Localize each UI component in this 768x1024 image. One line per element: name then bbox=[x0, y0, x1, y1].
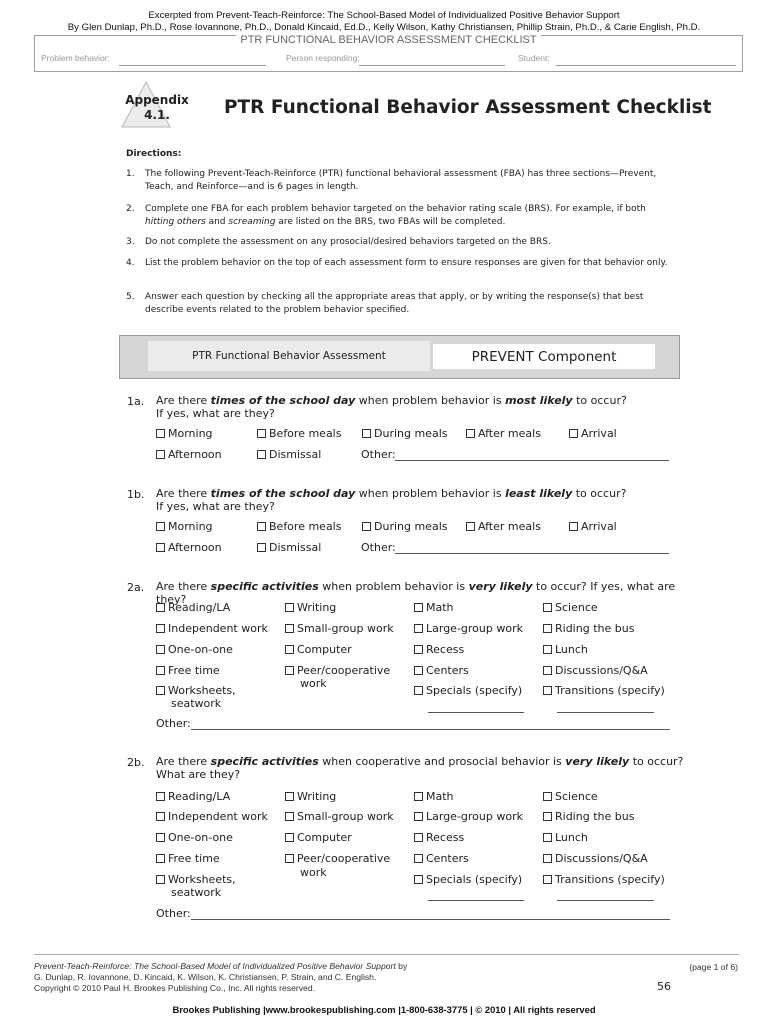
question-text: Are there times of the school day when problem behavior is most likely to occur? If yes, what are they? bbox=[156, 394, 627, 420]
checklist-header-box bbox=[34, 35, 743, 72]
checkbox-option[interactable]: Small-group work bbox=[285, 810, 394, 823]
checkbox-option[interactable]: Afternoon bbox=[156, 448, 222, 461]
checkbox-option[interactable]: Riding the bus bbox=[543, 810, 634, 823]
footer-authors: G. Dunlap, R. Iovannone, D. Kincaid, K. Wilson, K. Christiansen, P. Strain, and C. English. bbox=[34, 972, 377, 982]
other-label: Other: bbox=[361, 541, 396, 554]
other-label: Other: bbox=[361, 448, 396, 461]
checkbox-option[interactable]: Before meals bbox=[257, 427, 341, 440]
checkbox-icon[interactable] bbox=[285, 666, 294, 675]
checkbox-option[interactable]: Dismissal bbox=[257, 448, 321, 461]
checkbox-option[interactable]: Lunch bbox=[543, 831, 588, 844]
appendix-label: Appendix 4.1. bbox=[125, 93, 189, 122]
checkbox-icon[interactable] bbox=[543, 624, 552, 633]
checkbox-icon[interactable] bbox=[414, 603, 423, 612]
checkbox-icon[interactable] bbox=[156, 522, 165, 531]
specials-specify-input[interactable] bbox=[428, 900, 524, 901]
checkbox-icon[interactable] bbox=[156, 812, 165, 821]
checkbox-option[interactable]: Peer/cooperative bbox=[285, 852, 390, 865]
page-title: PTR Functional Behavior Assessment Checklist bbox=[224, 97, 712, 118]
checkbox-option[interactable]: Specials (specify) bbox=[414, 873, 522, 886]
checkbox-icon[interactable] bbox=[156, 854, 165, 863]
checkbox-icon[interactable] bbox=[543, 792, 552, 801]
checkbox-icon[interactable] bbox=[257, 450, 266, 459]
checkbox-icon[interactable] bbox=[285, 792, 294, 801]
transitions-specify-input[interactable] bbox=[557, 900, 654, 901]
checkbox-option[interactable]: Recess bbox=[414, 643, 464, 656]
checkbox-option[interactable]: Centers bbox=[414, 664, 469, 677]
checkbox-icon[interactable] bbox=[156, 624, 165, 633]
checkbox-option[interactable]: Writing bbox=[285, 790, 336, 803]
checkbox-option[interactable]: After meals bbox=[466, 427, 541, 440]
question-text: Are there times of the school day when problem behavior is least likely to occur? If yes, what are they? bbox=[156, 487, 627, 513]
footer-citation: Prevent-Teach-Reinforce: The School-Based Model of Individualized Positive Behavior Support by bbox=[34, 961, 408, 971]
checkbox-icon[interactable] bbox=[543, 645, 552, 654]
checkbox-option[interactable]: Lunch bbox=[543, 643, 588, 656]
checkbox-icon[interactable] bbox=[543, 686, 552, 695]
checkbox-icon[interactable] bbox=[414, 792, 423, 801]
checkbox-icon[interactable] bbox=[156, 875, 165, 884]
checkbox-option[interactable]: Large-group work bbox=[414, 622, 523, 635]
problem-behavior-label: Problem behavior: bbox=[41, 53, 110, 63]
specials-specify-input[interactable] bbox=[428, 712, 524, 713]
person-responding-label: Person responding: bbox=[286, 53, 360, 63]
checkbox-option[interactable]: One-on-one bbox=[156, 831, 233, 844]
checkbox-icon[interactable] bbox=[285, 645, 294, 654]
checkbox-option[interactable]: Transitions (specify) bbox=[543, 873, 665, 886]
checkbox-icon[interactable] bbox=[543, 875, 552, 884]
problem-behavior-line bbox=[119, 65, 266, 66]
checkbox-icon[interactable] bbox=[156, 645, 165, 654]
checkbox-option[interactable]: Before meals bbox=[257, 520, 341, 533]
checkbox-icon[interactable] bbox=[285, 833, 294, 842]
checkbox-option[interactable]: Free time bbox=[156, 664, 220, 677]
checkbox-icon[interactable] bbox=[362, 429, 371, 438]
checkbox-icon[interactable] bbox=[466, 429, 475, 438]
checkbox-icon[interactable] bbox=[156, 543, 165, 552]
option-continuation: seatwork bbox=[171, 697, 222, 710]
checkbox-icon[interactable] bbox=[543, 666, 552, 675]
checkbox-option[interactable]: Worksheets, bbox=[156, 684, 236, 697]
checkbox-option[interactable]: Free time bbox=[156, 852, 220, 865]
option-continuation: seatwork bbox=[171, 886, 222, 899]
checkbox-option[interactable]: Writing bbox=[285, 601, 336, 614]
footer-divider bbox=[34, 954, 739, 955]
checkbox-option[interactable]: Reading/LA bbox=[156, 790, 230, 803]
checkbox-icon[interactable] bbox=[285, 624, 294, 633]
checkbox-icon[interactable] bbox=[414, 875, 423, 884]
checkbox-option[interactable]: Centers bbox=[414, 852, 469, 865]
checkbox-option[interactable]: Large-group work bbox=[414, 810, 523, 823]
component-right-label: PREVENT Component bbox=[433, 344, 655, 369]
checkbox-icon[interactable] bbox=[414, 645, 423, 654]
excerpt-line-2: By Glen Dunlap, Ph.D., Rose Iovannone, Ph.D., Donald Kincaid, Ed.D., Kelly Wilson, Kathy Christiansen, Phillip Strain, Ph.D., & Carie English, Ph.D. bbox=[67, 22, 701, 33]
checkbox-option[interactable]: Arrival bbox=[569, 427, 617, 440]
checkbox-option[interactable]: Peer/cooperative bbox=[285, 664, 390, 677]
student-line bbox=[556, 65, 736, 66]
checkbox-icon[interactable] bbox=[285, 812, 294, 821]
checkbox-icon[interactable] bbox=[257, 522, 266, 531]
checkbox-icon[interactable] bbox=[257, 429, 266, 438]
checkbox-option[interactable]: After meals bbox=[466, 520, 541, 533]
checkbox-icon[interactable] bbox=[414, 833, 423, 842]
checkbox-icon[interactable] bbox=[156, 833, 165, 842]
checkbox-icon[interactable] bbox=[414, 666, 423, 675]
checkbox-option[interactable]: Computer bbox=[285, 831, 352, 844]
checkbox-icon[interactable] bbox=[156, 792, 165, 801]
checkbox-option[interactable]: Afternoon bbox=[156, 541, 222, 554]
checkbox-icon[interactable] bbox=[569, 429, 578, 438]
checkbox-option[interactable]: Morning bbox=[156, 520, 213, 533]
other-input[interactable] bbox=[191, 729, 670, 730]
question-text: Are there specific activities when problem behavior is very likely to occur? If yes, what are they? bbox=[156, 580, 676, 606]
checkbox-option[interactable]: Computer bbox=[285, 643, 352, 656]
checkbox-icon[interactable] bbox=[285, 603, 294, 612]
excerpt-line-1: Excerpted from Prevent-Teach-Reinforce: The School-Based Model of Individualized Positive Behavior Support bbox=[148, 10, 620, 21]
checkbox-option[interactable]: Discussions/Q&A bbox=[543, 852, 648, 865]
person-responding-line bbox=[359, 65, 505, 66]
question-number: 2b. bbox=[127, 756, 145, 769]
checkbox-option[interactable]: Morning bbox=[156, 427, 213, 440]
other-label: Other: bbox=[156, 907, 191, 920]
other-input[interactable] bbox=[191, 919, 670, 920]
checkbox-icon[interactable] bbox=[257, 543, 266, 552]
checkbox-icon[interactable] bbox=[156, 686, 165, 695]
checkbox-option[interactable]: Discussions/Q&A bbox=[543, 664, 648, 677]
option-continuation: work bbox=[300, 677, 327, 690]
checkbox-icon[interactable] bbox=[543, 833, 552, 842]
checkbox-option[interactable]: Transitions (specify) bbox=[543, 684, 665, 697]
checkbox-option[interactable]: Recess bbox=[414, 831, 464, 844]
question-number: 1a. bbox=[127, 395, 145, 408]
checkbox-option[interactable]: Science bbox=[543, 790, 598, 803]
footer-copyright: Copyright © 2010 Paul H. Brookes Publishing Co., Inc. All rights reserved. bbox=[34, 983, 315, 993]
question-text: Are there specific activities when cooperative and prosocial behavior is very likely to occur? What are they? bbox=[156, 755, 684, 781]
checkbox-option[interactable]: Independent work bbox=[156, 622, 268, 635]
checkbox-icon[interactable] bbox=[414, 812, 423, 821]
checkbox-option[interactable]: Small-group work bbox=[285, 622, 394, 635]
checkbox-icon[interactable] bbox=[543, 603, 552, 612]
checkbox-option[interactable]: Math bbox=[414, 790, 454, 803]
checkbox-option[interactable]: Dismissal bbox=[257, 541, 321, 554]
other-input[interactable] bbox=[395, 460, 669, 461]
checkbox-option[interactable]: Reading/LA bbox=[156, 601, 230, 614]
transitions-specify-input[interactable] bbox=[557, 712, 654, 713]
checkbox-option[interactable]: Worksheets, bbox=[156, 873, 236, 886]
page-number: 56 bbox=[657, 980, 671, 993]
checkbox-option[interactable]: During meals bbox=[362, 520, 447, 533]
checkbox-icon[interactable] bbox=[466, 522, 475, 531]
checklist-title: PTR FUNCTIONAL BEHAVIOR ASSESSMENT CHECKLIST bbox=[35, 28, 742, 47]
checkbox-option[interactable]: One-on-one bbox=[156, 643, 233, 656]
checkbox-icon[interactable] bbox=[156, 666, 165, 675]
checkbox-icon[interactable] bbox=[362, 522, 371, 531]
checkbox-option[interactable]: Arrival bbox=[569, 520, 617, 533]
checkbox-icon[interactable] bbox=[543, 854, 552, 863]
page-of-label: (page 1 of 6) bbox=[689, 962, 738, 972]
checkbox-option[interactable]: Science bbox=[543, 601, 598, 614]
directions-heading: Directions: bbox=[126, 149, 182, 159]
checkbox-icon[interactable] bbox=[285, 854, 294, 863]
checkbox-option[interactable]: Specials (specify) bbox=[414, 684, 522, 697]
checkbox-option[interactable]: Math bbox=[414, 601, 454, 614]
checkbox-icon[interactable] bbox=[156, 450, 165, 459]
question-number: 2a. bbox=[127, 581, 145, 594]
checkbox-option[interactable]: Riding the bus bbox=[543, 622, 634, 635]
checkbox-icon[interactable] bbox=[414, 624, 423, 633]
component-left-label: PTR Functional Behavior Assessment bbox=[148, 341, 430, 371]
checkbox-icon[interactable] bbox=[569, 522, 578, 531]
checkbox-option[interactable]: Independent work bbox=[156, 810, 268, 823]
question-number: 1b. bbox=[127, 488, 145, 501]
publisher-line: Brookes Publishing |www.brookespublishing.com |1-800-638-3775 | © 2010 | All rights reserved bbox=[172, 1004, 596, 1015]
checkbox-icon[interactable] bbox=[156, 603, 165, 612]
other-label: Other: bbox=[156, 717, 191, 730]
checkbox-icon[interactable] bbox=[414, 854, 423, 863]
option-continuation: work bbox=[300, 866, 327, 879]
student-label: Student: bbox=[518, 53, 550, 63]
checkbox-icon[interactable] bbox=[543, 812, 552, 821]
other-input[interactable] bbox=[395, 553, 669, 554]
checkbox-icon[interactable] bbox=[414, 686, 423, 695]
checkbox-icon[interactable] bbox=[156, 429, 165, 438]
checkbox-option[interactable]: During meals bbox=[362, 427, 447, 440]
